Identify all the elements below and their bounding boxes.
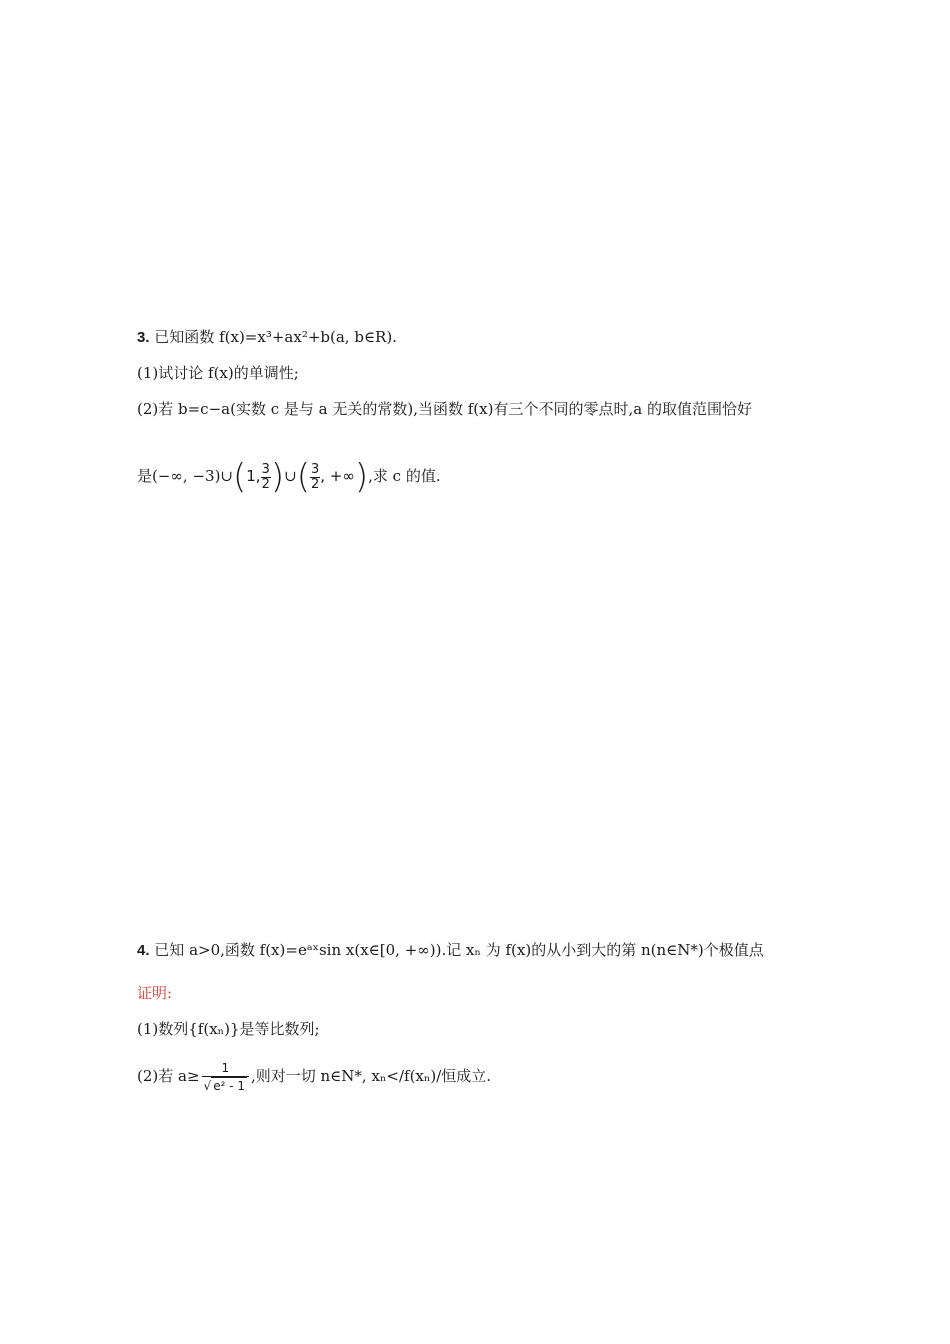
q4-part2 bbox=[137, 1060, 491, 1094]
q3-stem bbox=[137, 327, 397, 348]
fraction-numerator: 1 bbox=[202, 1060, 249, 1077]
q4-number: 4. bbox=[137, 942, 150, 959]
fraction-denominator: 2 bbox=[310, 476, 320, 492]
right-paren: ) bbox=[270, 457, 285, 497]
q3-stem-function: f(x)=x³+ax²+b(a, b∈R). bbox=[219, 328, 397, 346]
q3-part1: (1)试讨论 f(x)的单调性; bbox=[137, 364, 299, 382]
q3-interval2-right: , +∞ bbox=[320, 467, 355, 485]
right-paren: ) bbox=[354, 457, 369, 497]
q4-fraction bbox=[202, 1060, 249, 1094]
q3-part2-line1: (2)若 b=c−a(实数 c 是与 a 无关的常数),当函数 f(x)有三个不同的零点时,a 的取值范围恰好 bbox=[137, 400, 752, 418]
q3-interval1-left: 1, bbox=[246, 467, 261, 485]
q3-stem-prefix: 已知函数 bbox=[154, 328, 215, 346]
q3-range-prefix: 是(−∞, −3)∪ bbox=[137, 467, 233, 485]
q4-part2-suffix: ,则对一切 n∈N*, xₙ</f(xₙ)/恒成立. bbox=[250, 1067, 492, 1085]
q4-part1: (1)数列{f(xₙ)}是等比数列; bbox=[137, 1020, 320, 1038]
q3-number: 3. bbox=[137, 329, 150, 346]
fraction-denominator: 2 bbox=[261, 476, 270, 492]
q3-range-suffix: ,求 c 的值. bbox=[368, 467, 441, 485]
left-paren: ( bbox=[232, 457, 247, 497]
q4-stem bbox=[137, 940, 764, 961]
fraction-numerator: 3 bbox=[261, 461, 270, 477]
fraction-numerator: 3 bbox=[310, 461, 320, 477]
q4-stem-text: 已知 a>0,函数 f(x)=eᵃˣsin x(x∈[0, +∞)).记 xₙ 为 f(x)的从小到大的第 n(n∈N*)个极值点 bbox=[154, 941, 764, 959]
q4-part2-prefix: (2)若 a≥ bbox=[137, 1067, 200, 1085]
radical-content: e² - 1 bbox=[213, 1079, 245, 1093]
q4-prove-label: 证明: bbox=[137, 984, 173, 1002]
left-paren: ( bbox=[296, 457, 310, 497]
q3-part2-line2 bbox=[137, 457, 441, 497]
q3-interval2-fraction bbox=[310, 463, 320, 492]
q3-union: ∪ bbox=[284, 467, 297, 485]
q3-interval1-fraction bbox=[261, 463, 271, 492]
fraction-denominator: √ e² - 1 bbox=[203, 1079, 245, 1093]
